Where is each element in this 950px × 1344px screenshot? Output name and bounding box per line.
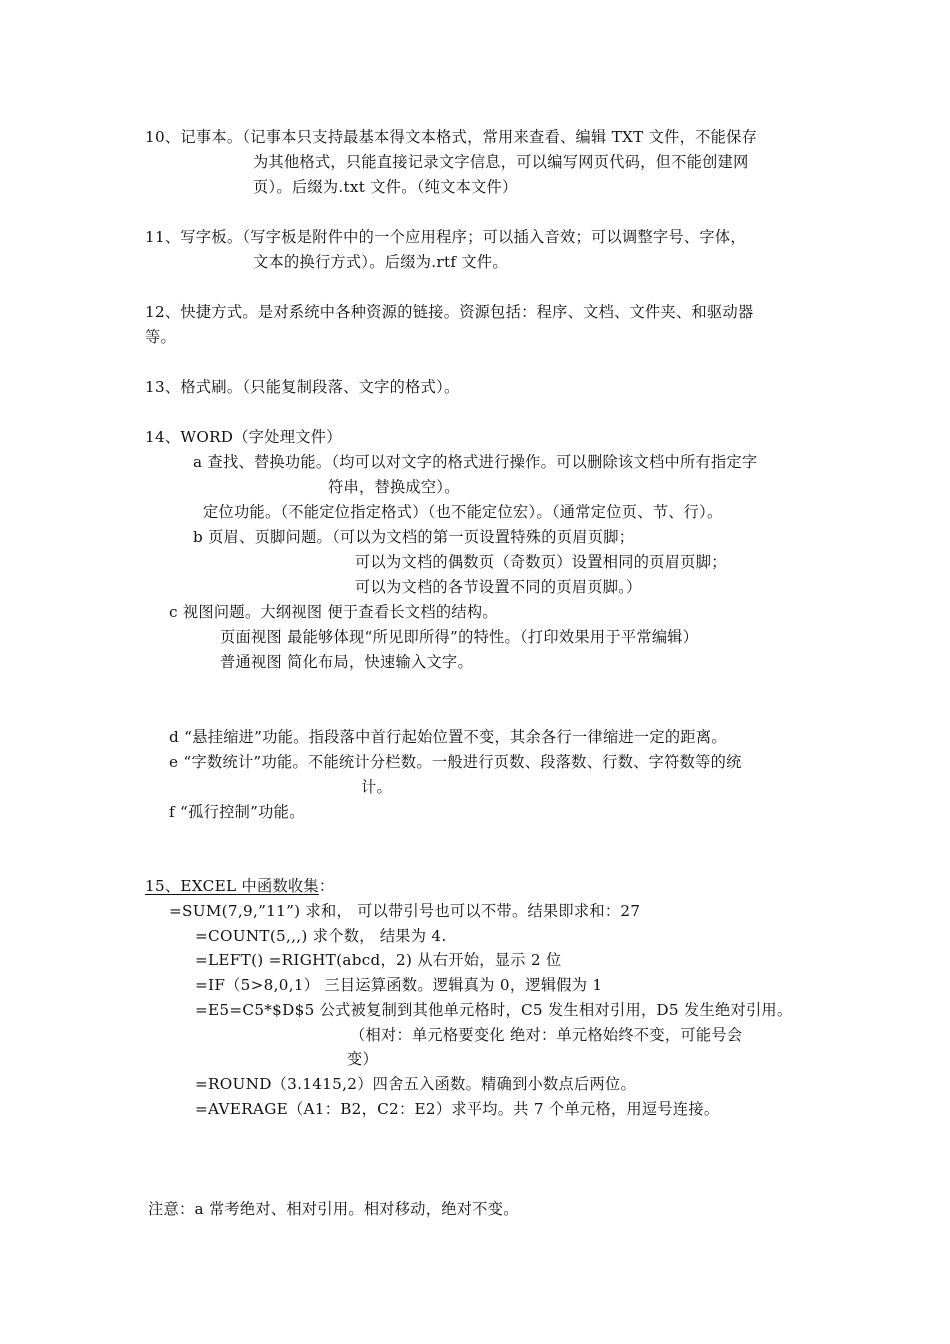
item-11-line-1: 11、写字板。（写字板是附件中的一个应用程序；可以插入音效；可以调整字号、字体， xyxy=(145,228,746,246)
item-14-a-line-3: 定位功能。（不能定位指定格式）（也不能定位宏）。（通常定位页、节、行）。 xyxy=(203,503,723,521)
item-14-c-line-3: 普通视图 简化布局，快速输入文字。 xyxy=(220,653,473,671)
item-12-line-2: 等。 xyxy=(145,328,176,346)
item-14-b-line-3: 可以为文档的各节设置不同的页眉页脚。） xyxy=(355,578,642,596)
formula-count: =COUNT(5,,,) 求个数， 结果为 4. xyxy=(195,927,447,945)
item-14-e-line-1: e “字数统计”功能。不能统计分栏数。一般进行页数、段落数、行数、字符数等的统 xyxy=(169,753,742,771)
formula-e5-note-2: 变） xyxy=(347,1050,378,1068)
formula-e5-note-1: （相对：单元格要变化 绝对：单元格始终不变，可能号会 xyxy=(350,1026,743,1044)
item-14-d-line-1: d “悬挂缩进”功能。指段落中首行起始位置不变，其余各行一律缩进一定的距离。 xyxy=(169,728,727,746)
item-14-e-line-2: 计。 xyxy=(361,778,392,796)
item-14-a-line-2: 符串，替换成空）。 xyxy=(328,478,460,496)
item-14-c-line-1: c 视图问题。大纲视图 便于查看长文档的结构。 xyxy=(169,603,498,621)
item-15-title: 15、EXCEL 中函数收集 xyxy=(145,877,319,895)
formula-average: =AVERAGE（A1：B2，C2：E2）求平均。共 7 个单元格，用逗号连接。 xyxy=(195,1100,720,1118)
item-10-line-1: 10、记事本。（记事本只支持最基本得文本格式，常用来查看、编辑 TXT 文件，不能保存 xyxy=(145,128,758,146)
formula-e5: =E5=C5*$D$5 公式被复制到其他单元格时，C5 发生相对引用，D5 发生绝对引用。 xyxy=(195,1001,793,1019)
item-14-c-line-2: 页面视图 最能够体现“所见即所得”的特性。（打印效果用于平常编辑） xyxy=(220,628,699,646)
item-15-title-colon: ： xyxy=(318,877,335,895)
item-15-title-row xyxy=(145,877,334,895)
formula-left-right: =LEFT() =RIGHT(abcd，2) 从右开始，显示 2 位 xyxy=(195,951,562,969)
item-14-a-line-1: a 查找、替换功能。（均可以对文字的格式进行操作。可以删除该文档中所有指定字 xyxy=(193,453,758,471)
item-12-line-1: 12、快捷方式。是对系统中各种资源的链接。资源包括：程序、文档、文件夹、和驱动器 xyxy=(145,303,754,321)
item-14-title: 14、WORD（字处理文件） xyxy=(145,428,342,446)
item-11-line-2: 文本的换行方式）。后缀为.rtf 文件。 xyxy=(253,253,508,271)
formula-round: =ROUND（3.1415,2）四舍五入函数。精确到小数点后两位。 xyxy=(195,1075,636,1093)
item-14-f-line-1: f “孤行控制”功能。 xyxy=(169,803,305,821)
item-14-b-line-1: b 页眉、页脚问题。（可以为文档的第一页设置特殊的页眉页脚； xyxy=(193,528,635,546)
formula-sum: =SUM(7,9,”11”) 求和， 可以带引号也可以不带。结果即求和：27 xyxy=(169,902,641,920)
item-10-line-3: 页）。后缀为.txt 文件。（纯文本文件） xyxy=(253,178,518,196)
item-13-line-1: 13、格式刷。（只能复制段落、文字的格式）。 xyxy=(145,378,460,396)
formula-if: =IF（5>8,0,1） 三目运算函数。逻辑真为 0，逻辑假为 1 xyxy=(195,976,603,994)
item-14-b-line-2: 可以为文档的偶数页（奇数页）设置相同的页眉页脚； xyxy=(355,553,727,571)
item-10-line-2: 为其他格式，只能直接记录文字信息，可以编写网页代码，但不能创建网 xyxy=(253,153,749,171)
note-line: 注意：a 常考绝对、相对引用。相对移动，绝对不变。 xyxy=(148,1200,519,1218)
